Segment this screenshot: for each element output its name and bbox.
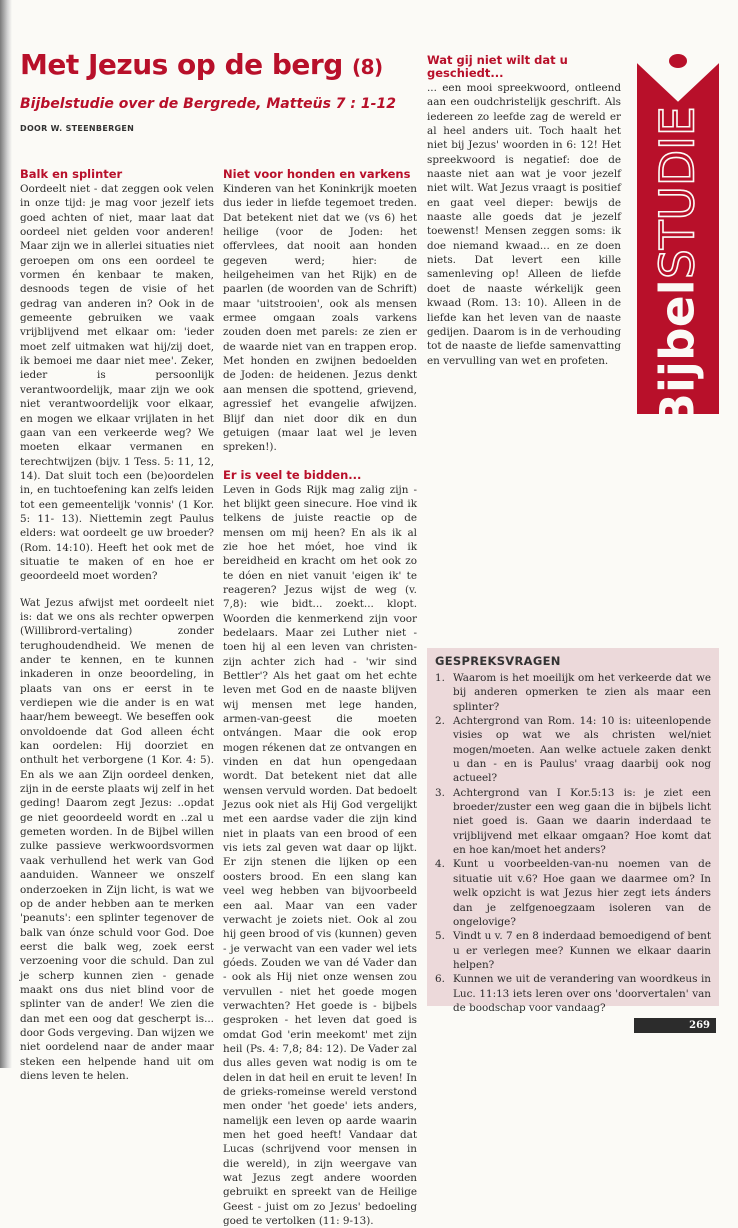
question-number: 5. <box>435 930 445 943</box>
rubric-suffix: STUDIE <box>650 106 706 280</box>
rubric-banner <box>637 30 719 430</box>
question-text: Kunt u voorbeelden-van-nu noemen van de situatie uit v.6? Hoe gaan we daarmee om? In welk opzicht is wat Jezus hier zegt iets ánders dan je zelfgenoegzaam isoleren van de ongelovige? <box>453 858 711 928</box>
question-number: 1. <box>435 672 445 684</box>
questions-list <box>435 671 711 1015</box>
byline: DOOR W. STEENBERGEN <box>20 124 135 133</box>
question-item <box>435 786 711 858</box>
heading-wilt: Wat gij niet wilt dat u geschiedt... <box>427 53 568 80</box>
question-item <box>435 714 711 786</box>
question-text: Achtergrond van I Kor.5:13 is: je ziet een broeder/zuster een weg gaan die in bijbels licht niet goed is. Gaan we daarin inderdaad te vrijblijvend met elkaar omgaan? Hoe komt dat en hoe kan/moet het anders? <box>453 786 711 857</box>
question-text: Achtergrond van Rom. 14: 10 is: uiteenlopende visies op wat we als christen wel/niet mogen/moeten. Aan welke actuele zaken denkt u dan - en is Paulus' vraag daarbij ook nog actueel? <box>453 715 711 785</box>
question-number: 6. <box>435 973 445 986</box>
column-1 <box>20 168 214 1083</box>
rubric-label <box>637 106 719 430</box>
title-text: Met Jezus op de berg <box>20 48 343 81</box>
question-item <box>435 929 711 972</box>
question-item <box>435 671 711 714</box>
question-item <box>435 972 711 1015</box>
discussion-questions-box <box>427 648 719 1014</box>
question-number: 3. <box>435 786 445 799</box>
paragraph-wilt: ... een mooi spreekwoord, ontleend aan een oudchristelijk geschrift. Als iedereen zo leefde zag de wereld er al heel anders uit. Toch haalt het niet bij Jezus' woorden in 6: 12! Het spreekwoord is negatief: doe de naaste niet aan wat je voor jezelf niet wilt. Wat Jezus vraagt is positief en gaat veel dieper: bewijs de naaste alle goeds dat je jezelf toewenst! Mensen zeggen soms: ik doe niemand kwaad... en ze doen niets. Dat levert een kille samenleving op! Alleen de liefde doet de naaste wérkelijk geen kwaad (Rom. 13: 10). Alleen in de liefde kan het leven van de naaste gedijen. Daarom is in de verhouding tot de naaste de liefde samenvatting en vervulling van wet en profeten. <box>427 82 621 367</box>
question-number: 2. <box>435 715 445 728</box>
questions-heading: GESPREKSVRAGEN <box>435 654 561 668</box>
question-item <box>435 857 711 929</box>
page-number-bar <box>634 1018 716 1033</box>
column-2 <box>223 168 417 1228</box>
paragraph-balk-1: Oordeelt niet - dat zeggen ook velen in onze tijd: je mag voor jezelf iets goed achten of niet, maar laat dat oordeel niet gelden voor anderen! Maar zijn we in allerlei situaties niet geroepen om ons een oordeel te vormen én kenbaar te maken, desnoods tegen de visie of het gedrag van anderen in? Ook in de gemeente gebruiken we vaak vrijblijvend met elkaar om: 'ieder moet zelf uitmaken wat hij/zij doet, ik bemoei me daar niet mee'. Zeker, ieder is persoonlijk verantwoordelijk, maar zijn we ook niet verantwoordelijk voor elkaar, en mogen we elkaar vrijlaten in het gaan van een verkeerde weg? We moeten elkaar vermanen en terechtwijzen (bijv. 1 Tess. 5: 11, 12, 14). Dat sluit toch een (be)oordelen in, en tuchtoefening kan zelfs leiden tot een gemeentelijk 'vonnis' (1 Kor. 5: 11- 13). Niettemin zegt Paulus elders: wat oordeelt ge uw broeder? (Rom. 14:10). Heeft het ook met de situatie te maken of en hoe er geoordeeld moet worden? <box>20 183 214 583</box>
question-text: Vindt u v. 7 en 8 inderdaad bemoedigend of bent u er verlegen mee? Kunnen we elkaar daarin helpen? <box>453 930 711 971</box>
question-text: Waarom is het moeilijk om het verkeerde dat we bij anderen opmerken te zien als maar een splinter? <box>453 672 711 713</box>
paragraph-balk-2: Wat Jezus afwijst met oordeelt niet is: dat we ons als rechter opwerpen (Willibrord-vertaling) zonder terughoudendheid. We menen de ander te kennen, en te kunnen inkaderen in onze beoordeling, in plaats van ons er eerst in te verdiepen wie die ander is en wat haar/hem beweegt. We beseffen ook onvoldoende dat God alleen écht kan oordelen: Hij doorziet en onthult het verborgene (1 Kor. 4: 5). En als we aan Zijn oordeel denken, zijn in de eerste plaats wij zelf in het geding! Daarom zegt Jezus: ..opdat ge niet geoordeeld wordt en ..zal u gemeten worden. In de Bijbel willen zulke passieve werkwoordsvormen vaak verhullend het werk van God aanduiden. Wanneer we onszelf onderzoeken in Zijn licht, is wat we op de ander hebben aan te merken 'peanuts': een splinter tegenover de balk van ónze schuld voor God. Doe eerst die balk weg, zoek eerst verzoening voor die schuld. Dan zul je scherp kunnen zien - genade maakt ons dus niet blind voor de splinter van de ander! We zien die dan met een oog dat gescherpt is... door Gods vergeving. Dan wijzen we niet oordelend naar de ander maar steken een helpende hand uit om diens leven te helen. <box>20 596 215 1082</box>
question-number: 4. <box>435 858 445 871</box>
article-subtitle: Bijbelstudie over de Bergrede, Matteüs 7 : 1-12 <box>20 96 396 112</box>
heading-bidden: Er is veel te bidden... <box>223 467 362 482</box>
question-text: Kunnen we uit de verandering van woordkeus in Luc. 11:13 iets leren over ons 'doorvertalen' van de boodschap voor vandaag? <box>453 973 711 1014</box>
article-title <box>20 48 383 81</box>
column-3 <box>427 54 621 368</box>
page-number: 269 <box>689 1020 710 1031</box>
page-edge <box>0 0 12 1068</box>
heading-honden: Niet voor honden en varkens <box>223 167 411 181</box>
rubric-prefix: Bijbel <box>650 279 706 430</box>
paragraph-bidden: Leven in Gods Rijk mag zalig zijn - het blijkt geen sinecure. Hoe vind ik telkens de juiste reactie op de mensen om mij heen? En als ik al zie hoe het móet, hoe vind ik bereidheid en kracht om het ook zo te dóen en niet vanuit 'eigen ik' te reageren? Jezus wijst de weg (v. 7,8): wie bidt... zoekt... klopt. Woorden die kenmerkend zijn voor bedelaars. Maar zei Luther niet - toen hij al een leven van christen-zijn achter zich had - 'wir sind Bettler'? Als het gaat om het echte leven met God en de naaste blijven wij mensen met lege handen, armen-van-geest die moeten ontvángen. Maar die ook erop mogen rékenen dat ze ontvangen en vinden en dat hun opengedaan wordt. Dat betekent niet dat alle wensen vervuld worden. Dat bedoelt Jezus ook niet als Hij God vergelijkt met een aardse vader die zijn kind niet in plaats van een brood of een vis iets zal geven wat daar op lijkt. Er zijn stenen die lijken op een oosters brood. En een slang kan veel weg hebben van bijvoorbeeld een aal. Maar van een vader verwacht je zoiets niet. Ook al zou hij geen brood of vis (kunnen) geven - je verwacht van een vader wel iets góeds. Zouden we van dé Vader dan - ook als Hij niet onze wensen zou vervullen - niet het goede mogen verwachten? Het goede is - bijbels gesproken - het leven dat goed is omdat God 'erin meekomt' met zijn heil (Ps. 4: 7,8; 84: 12). De Vader zal dus alles geven wat nodig is om te delen in dat heil en eruit te leven! In de grieks-romeinse wereld verstond men onder 'het goede' iets anders, namelijk een leven op aarde waarin men het goed heeft! Vandaar dat Lucas (schrijvend voor mensen in die wereld), in zijn weergave van wat Jezus zegt andere woorden gebruikt en spreekt van de Heilige Geest - juist om zo Jezus' bedoeling goed te vertolken (11: 9-13). <box>223 483 417 1228</box>
title-number: (8) <box>351 55 383 79</box>
dot-icon <box>669 54 687 68</box>
paragraph-honden: Kinderen van het Koninkrijk moeten dus ieder in liefde tegemoet treden. Dat betekent niet dat we (vs 6) het heilige (voor de Joden: het offervlees, dat nooit aan honden gegeven werd; hier: de heilgeheimen van het Rijk) en de paarlen (de woorden van de Schrift) maar 'uitstrooien', ook als mensen ermee omgaan zoals varkens zouden doen met parels: ze zien er de waarde niet van en trappen erop. Met honden en zwijnen bedoelden de Joden: de heidenen. Jezus denkt aan mensen die spottend, grievend, agressief het evangelie afwijzen. Blijf dan niet door dik en dun getuigen (maar laat wel je leven spreken!). <box>223 183 417 454</box>
heading-balk: Balk en splinter <box>20 167 123 181</box>
